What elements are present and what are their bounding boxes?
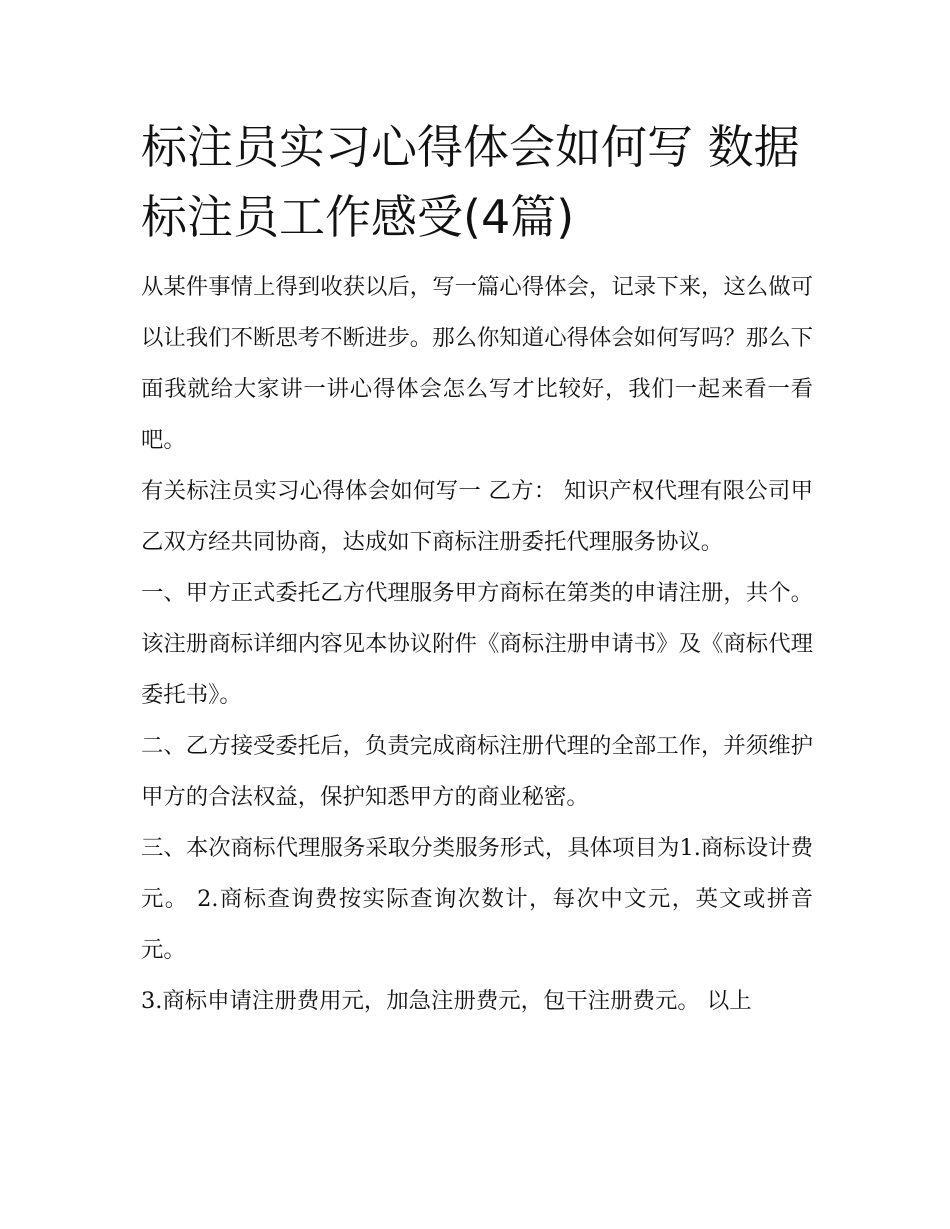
paragraph-clause-2: 二、乙方接受委托后，负责完成商标注册代理的全部工作，并须维护甲方的合法权益，保护知悉甲方的商业秘密。 [141,733,813,810]
paragraph-clause-3: 三、本次商标代理服务采取分类服务形式，具体项目为1.商标设计费元。 2.商标查询费按实际查询次数计，每次中文元，英文或拼音元。 [141,835,813,963]
document-content [141,112,813,1027]
paragraph-intro: 从某件事情上得到收获以后，写一篇心得体会，记录下来，这么做可以让我们不断思考不断进步。那么你知道心得体会如何写吗？那么下面我就给大家讲一讲心得体会怎么写才比较好，我们一起来看一看吧。 [141,274,813,453]
document-title: 标注员实习心得体会如何写 数据标注员工作感受(4篇) [141,120,800,244]
paragraph-clause-3-item-3: 3.商标申请注册费用元，加急注册费元，包干注册费元。 以上 [141,988,752,1014]
paragraph-agreement-intro: 有关标注员实习心得体会如何写一 乙方： 知识产权代理有限公司甲乙双方经共同协商，达成如下商标注册委托代理服务协议。 [141,478,813,555]
paragraph-clause-1: 一、甲方正式委托乙方代理服务甲方商标在第类的申请注册，共个。 该注册商标详细内容见本协议附件《商标注册申请书》及《商标代理委托书》。 [141,580,813,708]
